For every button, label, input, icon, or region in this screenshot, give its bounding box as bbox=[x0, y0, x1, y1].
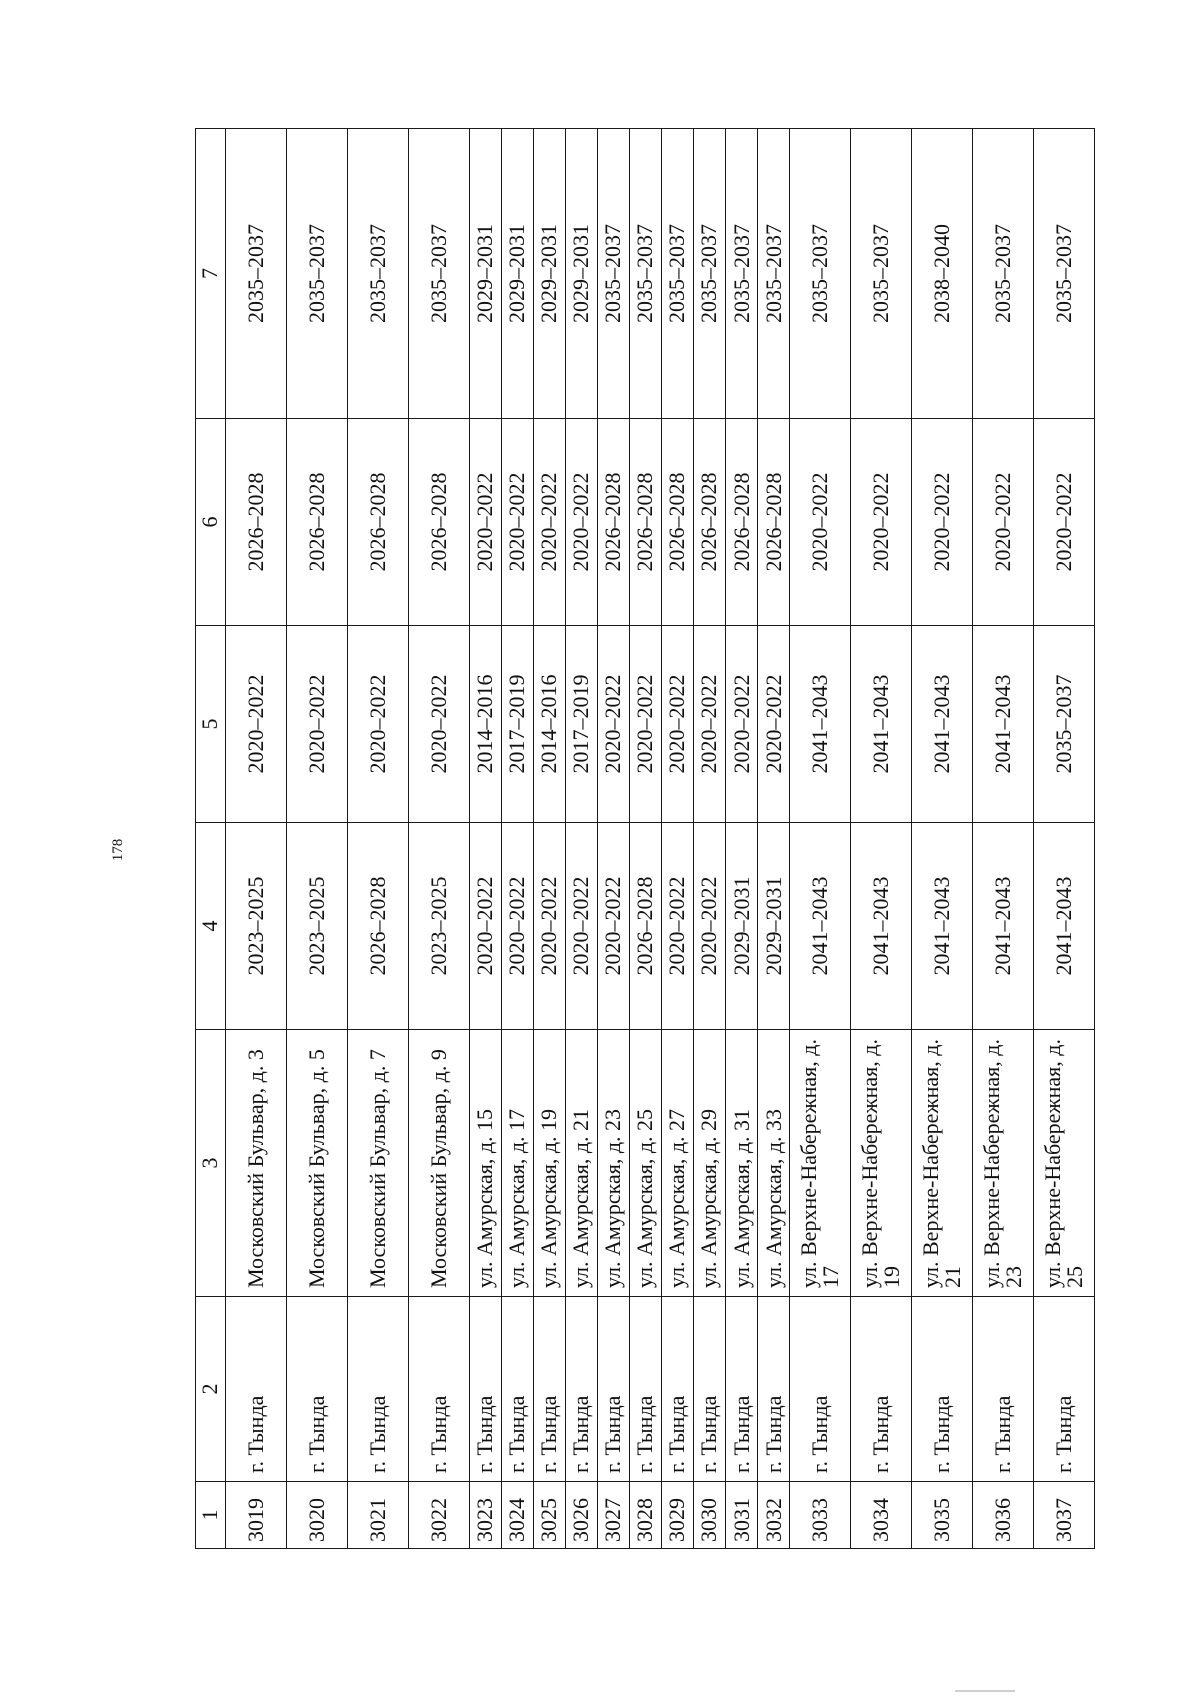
column-header-3: 3 bbox=[196, 1030, 226, 1297]
row-number: 3021 bbox=[347, 1482, 408, 1549]
row-number: 3033 bbox=[790, 1482, 851, 1549]
period-col6-cell: 2020–2022 bbox=[973, 419, 1034, 626]
period-col7-cell: 2029–2031 bbox=[533, 129, 565, 419]
row-number: 3028 bbox=[630, 1482, 662, 1549]
address-cell: ул. Амурская, д. 31 bbox=[726, 1030, 758, 1297]
address-cell: ул. Амурская, д. 23 bbox=[597, 1030, 629, 1297]
period-col7-cell: 2035–2037 bbox=[630, 129, 662, 419]
period-col5-cell: 2020–2022 bbox=[408, 626, 469, 823]
locality-cell: г. Тында bbox=[694, 1297, 726, 1482]
period-col6-cell: 2020–2022 bbox=[1034, 419, 1095, 626]
period-col6-cell: 2026–2028 bbox=[408, 419, 469, 626]
table-row bbox=[597, 129, 629, 1549]
period-col4-cell: 2020–2022 bbox=[694, 823, 726, 1030]
locality-cell: г. Тында bbox=[347, 1297, 408, 1482]
period-col7-cell: 2035–2037 bbox=[408, 129, 469, 419]
address-cell: ул. Амурская, д. 21 bbox=[565, 1030, 597, 1297]
column-header-2: 2 bbox=[196, 1297, 226, 1482]
locality-cell: г. Тында bbox=[469, 1297, 501, 1482]
period-col7-cell: 2035–2037 bbox=[694, 129, 726, 419]
address-cell: ул. Амурская, д. 15 bbox=[469, 1030, 501, 1297]
row-number: 3022 bbox=[408, 1482, 469, 1549]
locality-cell: г. Тында bbox=[1034, 1297, 1095, 1482]
period-col6-cell: 2026–2028 bbox=[662, 419, 694, 626]
period-col6-cell: 2026–2028 bbox=[226, 419, 287, 626]
period-col5-cell: 2014–2016 bbox=[469, 626, 501, 823]
period-col6-cell: 2026–2028 bbox=[726, 419, 758, 626]
period-col4-cell: 2041–2043 bbox=[912, 823, 973, 1030]
period-col7-cell: 2035–2037 bbox=[726, 129, 758, 419]
period-col5-cell: 2020–2022 bbox=[758, 626, 790, 823]
table-row bbox=[533, 129, 565, 1549]
locality-cell: г. Тында bbox=[226, 1297, 287, 1482]
period-col6-cell: 2020–2022 bbox=[533, 419, 565, 626]
table-row bbox=[408, 129, 469, 1549]
locality-cell: г. Тында bbox=[597, 1297, 629, 1482]
period-col5-cell: 2041–2043 bbox=[851, 626, 912, 823]
address-cell: ул. Верхне-Набережная, д. 23 bbox=[973, 1030, 1034, 1297]
period-col4-cell: 2020–2022 bbox=[533, 823, 565, 1030]
address-cell: ул. Амурская, д. 29 bbox=[694, 1030, 726, 1297]
locality-cell: г. Тында bbox=[726, 1297, 758, 1482]
table-row bbox=[912, 129, 973, 1549]
period-col7-cell: 2035–2037 bbox=[851, 129, 912, 419]
row-number: 3030 bbox=[694, 1482, 726, 1549]
period-col7-cell: 2038–2040 bbox=[912, 129, 973, 419]
column-header-5: 5 bbox=[196, 626, 226, 823]
address-cell: ул. Амурская, д. 27 bbox=[662, 1030, 694, 1297]
period-col4-cell: 2029–2031 bbox=[758, 823, 790, 1030]
table-row bbox=[347, 129, 408, 1549]
address-cell: ул. Амурская, д. 19 bbox=[533, 1030, 565, 1297]
scan-edge-mark bbox=[955, 1690, 1015, 1692]
address-cell: Московский Бульвар, д. 7 bbox=[347, 1030, 408, 1297]
row-number: 3024 bbox=[501, 1482, 533, 1549]
address-cell: ул. Верхне-Набережная, д. 25 bbox=[1034, 1030, 1095, 1297]
column-header-6: 6 bbox=[196, 419, 226, 626]
table-row bbox=[469, 129, 501, 1549]
row-number: 3037 bbox=[1034, 1482, 1095, 1549]
period-col4-cell: 2023–2025 bbox=[286, 823, 347, 1030]
period-col4-cell: 2041–2043 bbox=[973, 823, 1034, 1030]
period-col6-cell: 2026–2028 bbox=[694, 419, 726, 626]
rotated-sheet bbox=[195, 129, 1095, 1549]
period-col4-cell: 2023–2025 bbox=[408, 823, 469, 1030]
period-col6-cell: 2020–2022 bbox=[912, 419, 973, 626]
period-col7-cell: 2035–2037 bbox=[597, 129, 629, 419]
locality-cell: г. Тында bbox=[973, 1297, 1034, 1482]
period-col6-cell: 2020–2022 bbox=[469, 419, 501, 626]
table-row bbox=[973, 129, 1034, 1549]
row-number: 3029 bbox=[662, 1482, 694, 1549]
address-cell: ул. Амурская, д. 17 bbox=[501, 1030, 533, 1297]
row-number: 3032 bbox=[758, 1482, 790, 1549]
period-col6-cell: 2020–2022 bbox=[790, 419, 851, 626]
period-col5-cell: 2020–2022 bbox=[694, 626, 726, 823]
column-header-4: 4 bbox=[196, 823, 226, 1030]
period-col4-cell: 2020–2022 bbox=[501, 823, 533, 1030]
period-col7-cell: 2035–2037 bbox=[758, 129, 790, 419]
period-col5-cell: 2020–2022 bbox=[630, 626, 662, 823]
period-col4-cell: 2041–2043 bbox=[1034, 823, 1095, 1030]
period-col7-cell: 2035–2037 bbox=[226, 129, 287, 419]
row-number: 3019 bbox=[226, 1482, 287, 1549]
locality-cell: г. Тында bbox=[501, 1297, 533, 1482]
column-header-1: 1 bbox=[196, 1482, 226, 1549]
column-header-7: 7 bbox=[196, 129, 226, 419]
table-row bbox=[501, 129, 533, 1549]
period-col6-cell: 2020–2022 bbox=[565, 419, 597, 626]
period-col5-cell: 2020–2022 bbox=[286, 626, 347, 823]
locality-cell: г. Тында bbox=[408, 1297, 469, 1482]
locality-cell: г. Тында bbox=[851, 1297, 912, 1482]
period-col4-cell: 2026–2028 bbox=[347, 823, 408, 1030]
address-cell: ул. Амурская, д. 33 bbox=[758, 1030, 790, 1297]
period-col5-cell: 2020–2022 bbox=[226, 626, 287, 823]
table-row bbox=[851, 129, 912, 1549]
period-col5-cell: 2041–2043 bbox=[912, 626, 973, 823]
locality-cell: г. Тында bbox=[630, 1297, 662, 1482]
row-number: 3026 bbox=[565, 1482, 597, 1549]
period-col7-cell: 2029–2031 bbox=[565, 129, 597, 419]
row-number: 3034 bbox=[851, 1482, 912, 1549]
locality-cell: г. Тында bbox=[758, 1297, 790, 1482]
table-row bbox=[286, 129, 347, 1549]
table-row bbox=[565, 129, 597, 1549]
period-col5-cell: 2014–2016 bbox=[533, 626, 565, 823]
period-col4-cell: 2020–2022 bbox=[469, 823, 501, 1030]
period-col5-cell: 2017–2019 bbox=[501, 626, 533, 823]
period-col4-cell: 2020–2022 bbox=[565, 823, 597, 1030]
address-cell: Московский Бульвар, д. 3 bbox=[226, 1030, 287, 1297]
period-col4-cell: 2020–2022 bbox=[597, 823, 629, 1030]
period-col5-cell: 2020–2022 bbox=[726, 626, 758, 823]
row-number: 3025 bbox=[533, 1482, 565, 1549]
table-row bbox=[630, 129, 662, 1549]
table-frame bbox=[195, 129, 1095, 1549]
period-col6-cell: 2026–2028 bbox=[286, 419, 347, 626]
period-col6-cell: 2026–2028 bbox=[347, 419, 408, 626]
locality-cell: г. Тында bbox=[286, 1297, 347, 1482]
period-col4-cell: 2026–2028 bbox=[630, 823, 662, 1030]
table-row bbox=[790, 129, 851, 1549]
housing-repair-schedule-table bbox=[195, 128, 1095, 1549]
locality-cell: г. Тында bbox=[662, 1297, 694, 1482]
row-number: 3031 bbox=[726, 1482, 758, 1549]
locality-cell: г. Тында bbox=[912, 1297, 973, 1482]
period-col5-cell: 2020–2022 bbox=[597, 626, 629, 823]
period-col5-cell: 2035–2037 bbox=[1034, 626, 1095, 823]
period-col4-cell: 2023–2025 bbox=[226, 823, 287, 1030]
period-col7-cell: 2035–2037 bbox=[662, 129, 694, 419]
address-cell: ул. Верхне-Набережная, д. 19 bbox=[851, 1030, 912, 1297]
period-col6-cell: 2026–2028 bbox=[630, 419, 662, 626]
period-col5-cell: 2017–2019 bbox=[565, 626, 597, 823]
locality-cell: г. Тында bbox=[565, 1297, 597, 1482]
address-cell: Московский Бульвар, д. 9 bbox=[408, 1030, 469, 1297]
locality-cell: г. Тында bbox=[533, 1297, 565, 1482]
address-cell: ул. Верхне-Набережная, д. 21 bbox=[912, 1030, 973, 1297]
period-col7-cell: 2029–2031 bbox=[501, 129, 533, 419]
table-row bbox=[726, 129, 758, 1549]
row-number: 3035 bbox=[912, 1482, 973, 1549]
table-row bbox=[226, 129, 287, 1549]
table-row bbox=[758, 129, 790, 1549]
row-number: 3036 bbox=[973, 1482, 1034, 1549]
row-number: 3020 bbox=[286, 1482, 347, 1549]
period-col4-cell: 2041–2043 bbox=[790, 823, 851, 1030]
period-col6-cell: 2020–2022 bbox=[501, 419, 533, 626]
period-col5-cell: 2041–2043 bbox=[790, 626, 851, 823]
period-col7-cell: 2035–2037 bbox=[973, 129, 1034, 419]
page-number: 178 bbox=[110, 838, 126, 862]
period-col7-cell: 2035–2037 bbox=[790, 129, 851, 419]
period-col4-cell: 2041–2043 bbox=[851, 823, 912, 1030]
address-cell: ул. Амурская, д. 25 bbox=[630, 1030, 662, 1297]
address-cell: Московский Бульвар, д. 5 bbox=[286, 1030, 347, 1297]
period-col7-cell: 2035–2037 bbox=[347, 129, 408, 419]
address-cell: ул. Верхне-Набережная, д. 17 bbox=[790, 1030, 851, 1297]
column-number-row bbox=[196, 129, 226, 1549]
period-col4-cell: 2029–2031 bbox=[726, 823, 758, 1030]
table-row bbox=[662, 129, 694, 1549]
period-col7-cell: 2035–2037 bbox=[1034, 129, 1095, 419]
period-col7-cell: 2035–2037 bbox=[286, 129, 347, 419]
period-col4-cell: 2020–2022 bbox=[662, 823, 694, 1030]
period-col5-cell: 2020–2022 bbox=[347, 626, 408, 823]
period-col6-cell: 2026–2028 bbox=[597, 419, 629, 626]
period-col5-cell: 2041–2043 bbox=[973, 626, 1034, 823]
period-col5-cell: 2020–2022 bbox=[662, 626, 694, 823]
table-row bbox=[1034, 129, 1095, 1549]
period-col6-cell: 2026–2028 bbox=[758, 419, 790, 626]
table-row bbox=[694, 129, 726, 1549]
period-col6-cell: 2020–2022 bbox=[851, 419, 912, 626]
period-col7-cell: 2029–2031 bbox=[469, 129, 501, 419]
row-number: 3027 bbox=[597, 1482, 629, 1549]
locality-cell: г. Тында bbox=[790, 1297, 851, 1482]
row-number: 3023 bbox=[469, 1482, 501, 1549]
